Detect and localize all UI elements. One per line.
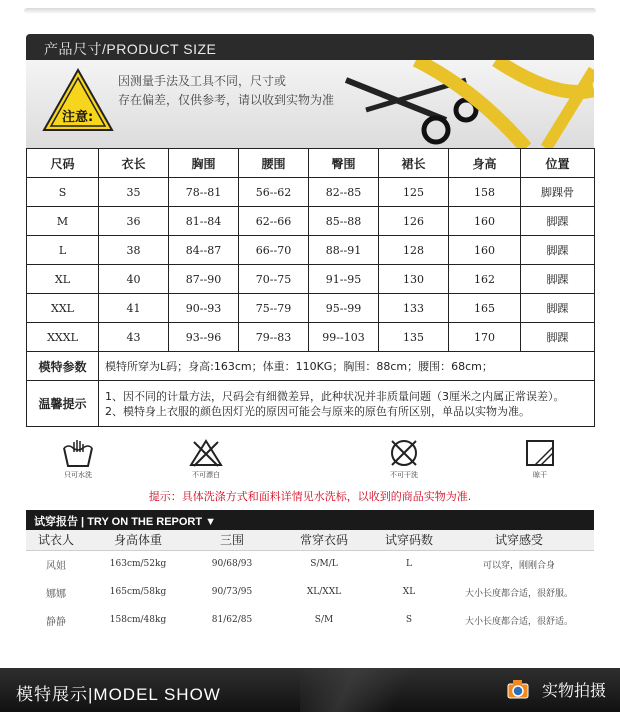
- measuring-tape-scissors-image: [326, 60, 594, 148]
- cell: 脚踝: [521, 265, 595, 294]
- cell: L: [27, 236, 99, 265]
- cell: 56--62: [239, 178, 309, 207]
- cell: 脚踝: [521, 207, 595, 236]
- warning-note-line1: 因测量手法及工具不同，尺寸或: [118, 74, 287, 88]
- try-on-header-row: [26, 530, 594, 550]
- cell: 90--93: [169, 294, 239, 323]
- cell: 165: [449, 294, 521, 323]
- cell: 38: [99, 236, 169, 265]
- no-dry-clean-icon: [387, 438, 421, 468]
- cell: XL: [402, 587, 416, 597]
- model-params-text: 模特所穿为L码；身高:163cm；体重：110KG；胸围：88cm；腰围：68cm；: [99, 352, 595, 381]
- cell: 静静: [46, 616, 66, 628]
- cell: 82--85: [309, 178, 379, 207]
- cell: 158cm/48kg: [109, 615, 167, 625]
- cell: L: [406, 559, 412, 570]
- cell: XXXL: [27, 323, 99, 352]
- cell: 130: [379, 265, 449, 294]
- cell: 62--66: [239, 207, 309, 236]
- cell: 70--75: [239, 265, 309, 294]
- care-label: 晾干: [533, 471, 547, 479]
- cell: 85--88: [309, 207, 379, 236]
- size-table-header-row: [27, 149, 595, 178]
- size-section-title: 产品尺寸/PRODUCT SIZE: [44, 41, 217, 57]
- cell: 95--99: [309, 294, 379, 323]
- cell: 41: [99, 294, 169, 323]
- cell: 78--81: [169, 178, 239, 207]
- header-bust: 胸围: [169, 149, 239, 178]
- care-item: [374, 438, 434, 480]
- table-row: [27, 207, 595, 236]
- cell: S: [27, 178, 99, 207]
- header-position: 位置: [521, 149, 595, 178]
- table-row: [27, 294, 595, 323]
- model-show-header: [0, 668, 620, 712]
- care-icons: [26, 432, 594, 488]
- header-skirt-length: 裙长: [379, 149, 449, 178]
- table-row: [26, 578, 594, 606]
- cell: S/M: [314, 615, 334, 625]
- cell: 风姐: [46, 560, 66, 572]
- cell: 90/68/93: [211, 559, 253, 570]
- model-params-row: [27, 352, 595, 381]
- cell: 脚踝骨: [521, 178, 595, 207]
- care-note: 提示：具体洗涤方式和面料详情见水洗标，以收到的商品实物为准.: [148, 490, 472, 503]
- cell: 可以穿，刚刚合身: [482, 560, 555, 571]
- care-label: 不可干洗: [390, 471, 418, 479]
- cell: 162: [449, 265, 521, 294]
- cell: 79--83: [239, 323, 309, 352]
- cell: 36: [99, 207, 169, 236]
- try-on-header: [26, 510, 594, 530]
- cell: 160: [449, 236, 521, 265]
- cell: 160: [449, 207, 521, 236]
- cell: 66--70: [239, 236, 309, 265]
- header-height: 身高: [449, 149, 521, 178]
- cell: 脚踝: [521, 236, 595, 265]
- header-waist: 腰围: [239, 149, 309, 178]
- cell: 125: [379, 178, 449, 207]
- cell: 88--91: [309, 236, 379, 265]
- cell: XL: [27, 265, 99, 294]
- header-tester: 试衣人: [26, 530, 86, 550]
- cell: 35: [99, 178, 169, 207]
- cell: 43: [99, 323, 169, 352]
- care-label: 不可漂白: [192, 471, 220, 479]
- cell: 99--103: [309, 323, 379, 352]
- size-table: [26, 148, 595, 427]
- cell: 93--96: [169, 323, 239, 352]
- cell: XXL: [27, 294, 99, 323]
- cell: 大小长度都合适，很舒适。: [464, 616, 573, 627]
- cell: 40: [99, 265, 169, 294]
- cell: 170: [449, 323, 521, 352]
- cell: 133: [379, 294, 449, 323]
- cell: 81/62/85: [211, 615, 253, 625]
- camera-icon: [506, 677, 530, 701]
- care-item: [510, 438, 570, 480]
- cell: 135: [379, 323, 449, 352]
- cell: M: [27, 207, 99, 236]
- tips-label: 温馨提示: [27, 381, 99, 427]
- table-row: [27, 236, 595, 265]
- line-dry-icon: [523, 438, 557, 468]
- care-label: 只可水洗: [64, 471, 92, 479]
- header-tried-size: 试穿码数: [374, 530, 444, 550]
- cell: 128: [379, 236, 449, 265]
- cell: 娜娜: [46, 588, 66, 600]
- header-feeling: 试穿感受: [444, 530, 594, 550]
- cell: 165cm/58kg: [109, 587, 167, 597]
- cell: 87--90: [169, 265, 239, 294]
- table-row: [27, 265, 595, 294]
- cell: 163cm/52kg: [109, 559, 167, 570]
- tips-line2: 2、模特身上衣服的颜色因灯光的原因可能会与原来的原色有所区别，单品以实物为准。: [105, 404, 530, 418]
- measurement-banner: [26, 60, 594, 148]
- care-item: [48, 438, 108, 480]
- warning-note: [118, 72, 334, 110]
- cell: 90/73/95: [211, 587, 253, 597]
- header-length: 衣长: [99, 149, 169, 178]
- hand-wash-icon: [61, 438, 95, 468]
- cell: 脚踝: [521, 323, 595, 352]
- table-row: [26, 606, 594, 634]
- model-params-label: 模特参数: [27, 352, 99, 381]
- cell: S/M/L: [310, 559, 338, 570]
- size-section-header: [26, 34, 594, 60]
- no-bleach-icon: [189, 438, 223, 468]
- try-on-table: [26, 530, 594, 634]
- cell: S: [405, 615, 413, 625]
- cell: 158: [449, 178, 521, 207]
- warning-note-line2: 存在偏差，仅供参考，请以收到实物为准: [118, 93, 335, 107]
- decorative-stripe: [300, 668, 420, 712]
- cell: 大小长度都合适，很舒服。: [464, 588, 573, 599]
- cell: 脚踝: [521, 294, 595, 323]
- cell: 84--87: [169, 236, 239, 265]
- cell: XL/XXL: [306, 587, 342, 597]
- header-hip: 臀围: [309, 149, 379, 178]
- tips-row: [27, 381, 595, 427]
- cell: 81--84: [169, 207, 239, 236]
- cell: 91--95: [309, 265, 379, 294]
- header-measurements: 三围: [190, 530, 274, 550]
- try-on-title: 试穿报告 | TRY ON THE REPORT ▼: [34, 516, 217, 528]
- real-photo-label: 实物拍摄: [541, 681, 606, 700]
- table-row: [26, 550, 594, 578]
- tips-text: [99, 381, 595, 427]
- tips-line1: 1、因不同的计量方法，尺码会有细微差异，此种状况并非质量问题（3厘米之内属正常误差）。: [105, 389, 565, 403]
- model-show-title: 模特展示|MODEL SHOW: [16, 685, 221, 704]
- table-row: [27, 323, 595, 352]
- header-height-weight: 身高体重: [86, 530, 190, 550]
- warning-label: 注意:: [62, 110, 94, 125]
- header-size: 尺码: [27, 149, 99, 178]
- header-usual-size: 常穿衣码: [274, 530, 374, 550]
- cell: 126: [379, 207, 449, 236]
- top-divider: [0, 0, 620, 30]
- table-row: [27, 178, 595, 207]
- care-item: [176, 438, 236, 480]
- cell: 75--79: [239, 294, 309, 323]
